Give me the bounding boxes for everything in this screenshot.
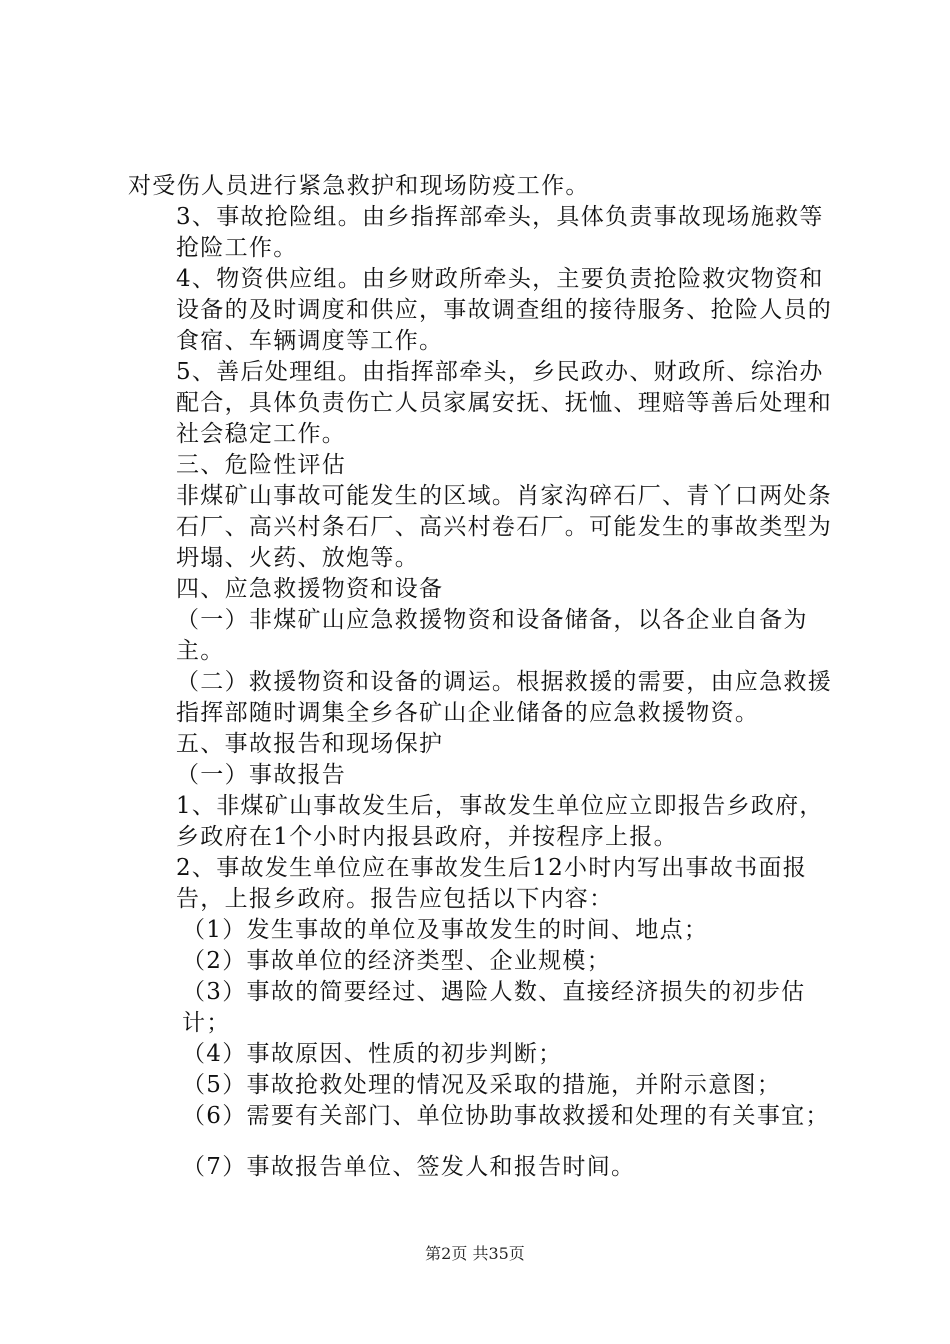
- paragraph: 5、善后处理组。由指挥部牵头，乡民政办、财政所、综治办配合，具体负责伤亡人员家属安抚、抚恤、理赔等善后处理和社会稳定工作。: [176, 359, 833, 447]
- paragraph: 四、应急救援物资和设备: [176, 576, 444, 602]
- paragraph: （3）事故的简要经过、遇险人数、直接经济损失的初步估计；: [182, 979, 806, 1036]
- paragraph: 非煤矿山事故可能发生的区域。肖家沟碎石厂、青丫口两处条石厂、高兴村条石厂、高兴村卷石厂。可能发生的事故类型为坍塌、火药、放炮等。: [176, 483, 833, 571]
- paragraph: 对受伤人员进行紧急救护和现场防疫工作。: [128, 173, 590, 199]
- paragraph: 2、事故发生单位应在事故发生后12小时内写出事故书面报告，上报乡政府。报告应包括以下内容：: [176, 855, 807, 912]
- paragraph: 1、非煤矿山事故发生后，事故发生单位应立即报告乡政府，乡政府在1个小时内报县政府，并按程序上报。: [176, 793, 824, 850]
- paragraph: （二）救援物资和设备的调运。根据救援的需要，由应急救援指挥部随时调集全乡各矿山企业储备的应急救援物资。: [176, 669, 833, 726]
- paragraph: 3、事故抢险组。由乡指挥部牵头，具体负责事故现场施救等抢险工作。: [176, 204, 824, 261]
- document-body: [128, 171, 838, 1183]
- paragraph: （1）发生事故的单位及事故发生的时间、地点；: [182, 917, 709, 943]
- paragraph: （6）需要有关部门、单位协助事故救援和处理的有关事宜；: [182, 1103, 830, 1129]
- paragraph: （2）事故单位的经济类型、企业规模；: [182, 948, 612, 974]
- paragraph: 三、危险性评估: [176, 452, 347, 478]
- paragraph: （一）非煤矿山应急救援物资和设备储备，以各企业自备为主。: [176, 607, 808, 664]
- paragraph: 五、事故报告和现场保护: [176, 731, 444, 757]
- paragraph: （7）事故报告单位、签发人和报告时间。: [182, 1154, 636, 1180]
- page-footer: 第2页 共35页: [425, 1244, 525, 1263]
- paragraph: （一）事故报告: [176, 762, 347, 788]
- paragraph: （4）事故原因、性质的初步判断；: [182, 1041, 563, 1067]
- paragraph: 4、物资供应组。由乡财政所牵头，主要负责抢险救灾物资和设备的及时调度和供应，事故调查组的接待服务、抢险人员的食宿、车辆调度等工作。: [176, 266, 833, 354]
- paragraph: （5）事故抢救处理的情况及采取的措施，并附示意图；: [182, 1072, 782, 1098]
